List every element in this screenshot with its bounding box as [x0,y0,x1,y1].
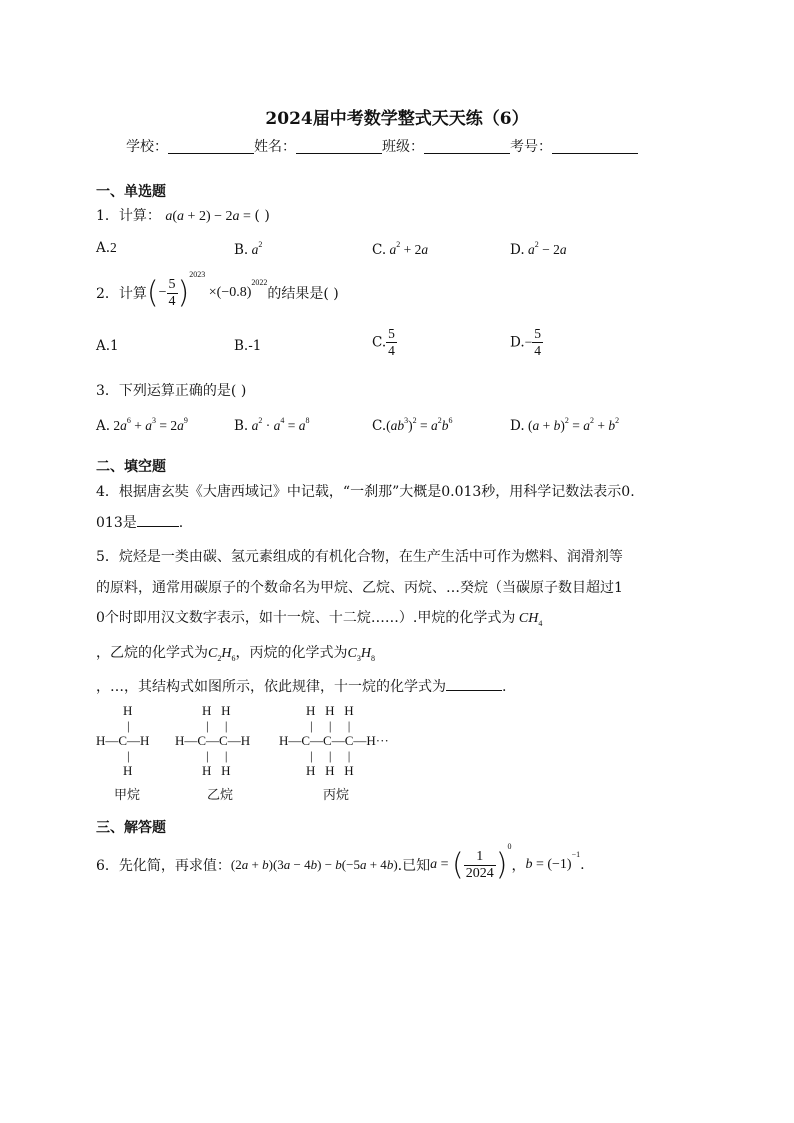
question-5-line-4: ，乙烷的化学式为$C_2H_6$，丙烷的化学式为$C_3H_8$ [96,645,375,663]
class-label: 班级： [382,139,424,155]
number-label: 考号： [510,139,552,155]
q2-option-b[interactable]: B.-1 [234,338,262,354]
question-5-line-2: 的原料，通常用碳原子的个数命名为甲烷、乙烷、丙烷、…癸烷（当碳原子数目超过1 [96,580,623,596]
question-5-line-3: 0个时即用汉文数字表示，如十一烷、十二烷……）.甲烷的化学式为 $CH_4$ [96,610,543,628]
q1-option-a[interactable]: A.2 [96,240,117,256]
school-label: 学校： [126,139,168,155]
q3-option-b[interactable]: B. $a^2 \cdot a^4 = a^8$ [234,416,310,434]
class-blank[interactable] [424,139,510,154]
question-1 [96,205,270,225]
question-5-line-1: 5．烷烃是一类由碳、氢元素组成的有机化合物，在生产生活中可作为燃料、润滑剂等 [96,549,623,565]
q2-option-c[interactable]: C. $\frac{5}{4}$ [372,326,395,358]
q1-expression: a(a + 2) − 2a = [165,209,255,224]
q5-answer-blank[interactable] [446,678,502,691]
q1-option-c[interactable]: C. $a^2 + 2a$ [372,240,429,258]
question-4-line-2: 013是 . [96,515,184,531]
name-label: 姓名： [254,139,296,155]
q2-stem: 2．计算 [96,286,147,302]
methane-label: 甲烷 [114,788,141,803]
q2-tail: 的结果是( ) [267,286,339,302]
q4-answer-blank[interactable] [137,514,179,527]
q3-option-a[interactable]: A. $2a^6 + a^3 = 2a^9$ [96,416,188,434]
propane-label: 丙烷 [323,788,350,803]
section-single-choice: 一、单选题 [96,184,166,200]
section-fill-blank: 二、填空题 [96,459,166,475]
question-6: 6．先化简，再求值：(2a + b)(3a − 4b) − b(−5a + 4b).已知a = ( $\frac{1}{2024}$ )$^0$，$b = (-1)^{-1}$. [96,842,585,883]
q1-option-d[interactable]: D. $a^2 - 2a$ [510,240,567,258]
q2-option-d[interactable]: D.− $\frac{5}{4}$ [510,326,542,358]
q2-option-a[interactable]: A.1 [96,338,119,354]
q1-option-b[interactable]: B. $a^2$ [234,240,263,258]
q3-option-c[interactable]: $C.(ab^3)^2 = a^2b^6$ [372,416,453,434]
page-title: 2024届中考数学整式天天练（6） [265,109,529,129]
name-blank[interactable] [296,139,382,154]
section-answer: 三、解答题 [96,820,166,836]
question-4-line-1: 4．根据唐玄奘《大唐西域记》中记载，“一刹那”大概是0.013秒，用科学记数法表示0. [96,484,635,500]
q3-option-d[interactable]: D. $(a + b)^2 = a^2 + b^2$ [510,416,620,434]
question-3: 3．下列运算正确的是( ) [96,383,247,399]
number-blank[interactable] [552,139,638,154]
q2-fraction: $\frac{5}{4}$ [168,276,176,309]
question-5-line-5: ，…，其结构式如图所示，依此规律，十一烷的化学式为 . [96,679,507,695]
q1-tail: ( ) [254,208,270,224]
student-info-line [126,136,638,156]
school-blank[interactable] [168,139,254,154]
ethane-label: 乙烷 [207,788,234,803]
question-2: 2．计算(− $\frac{5}{4}$ )$^{2023} \times(-0.8)^{2022}$的结果是( ) [96,270,339,311]
q1-stem: 1．计算： [96,208,161,224]
q6-fraction: $\frac{1}{2024}$ [465,848,494,881]
